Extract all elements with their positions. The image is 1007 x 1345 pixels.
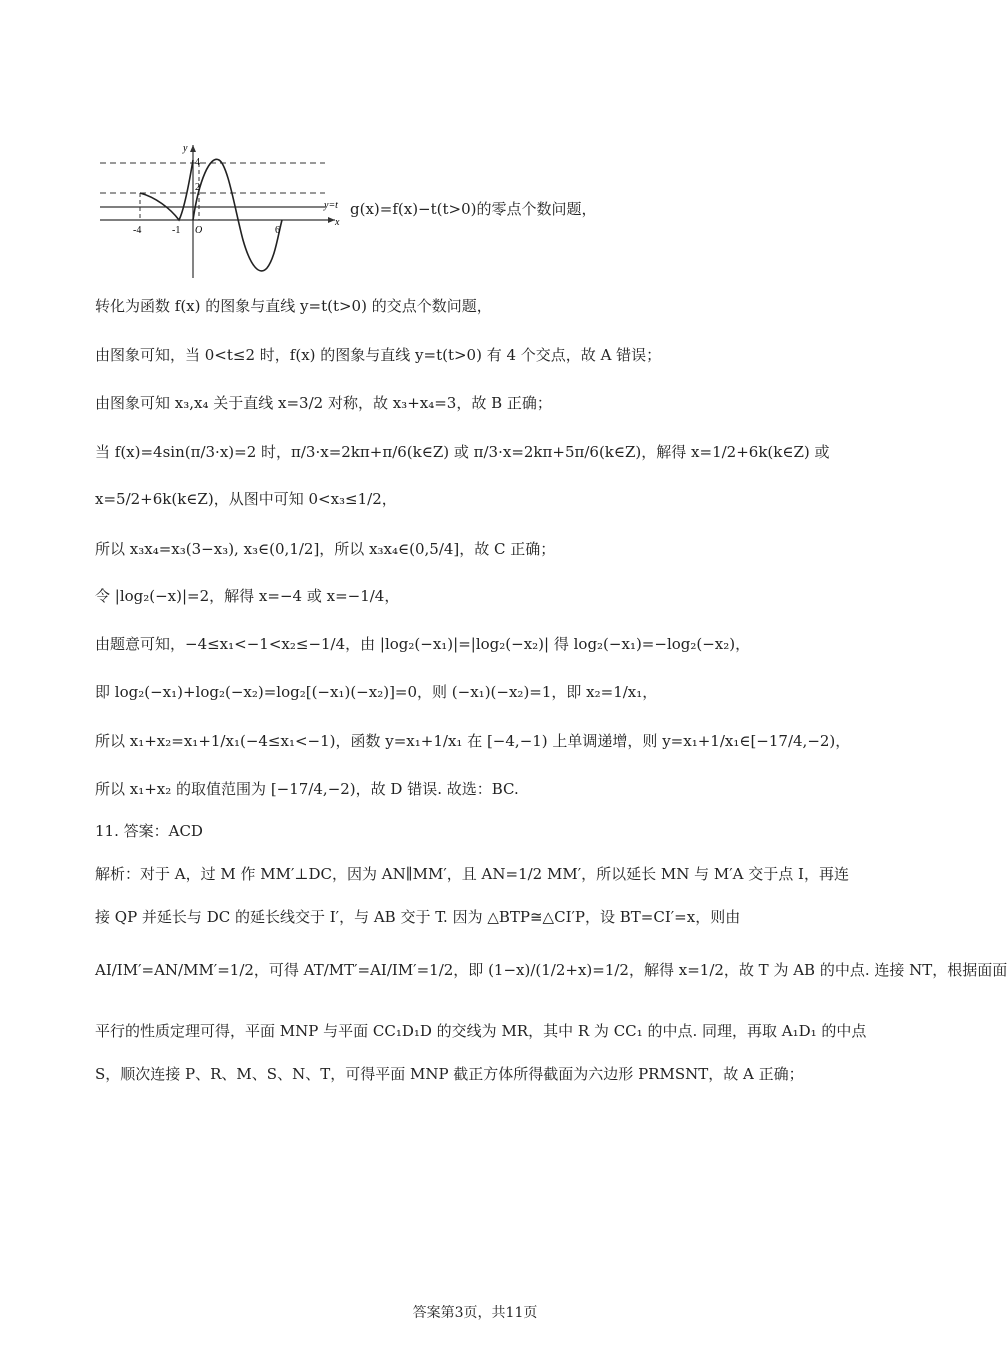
function-graph xyxy=(95,140,345,280)
text-line-16: 平行的性质定理可得，平面 MNP 与平面 CC₁D₁D 的交线为 MR，其中 R 为 CC₁ 的中点. 同理，再取 A₁D₁ 的中点 xyxy=(95,1022,867,1040)
y-axis-arrow xyxy=(190,145,196,152)
graph-caption: g(x)=f(x)−t(t>0)的零点个数问题， xyxy=(350,200,597,218)
text-line-8: 由题意可知，−4≤x₁<−1<x₂≤−1/4，由 |log₂(−x₁)|=|log₂(−x₂)| 得 log₂(−x₁)=−log₂(−x₂)， xyxy=(95,635,751,653)
label-origin: O xyxy=(195,225,203,236)
text-line-10: 所以 x₁+x₂=x₁+1/x₁(−4≤x₁<−1)，函数 y=x₁+1/x₁ 在 [−4,−1) 上单调递增，则 y=x₁+1/x₁∈[−17/4,−2)， xyxy=(95,732,851,750)
text-line-1: 转化为函数 f(x) 的图象与直线 y=t(t>0) 的交点个数问题， xyxy=(95,297,492,315)
curve-sine-part xyxy=(193,159,282,271)
text-line-15: AI/IM′=AN/MM′=1/2，可得 AT/MT′=AI/IM′=1/2，即 (1−x)/(1/2+x)=1/2，解得 x=1/2，故 T 为 AB 的中点. 连接 NT，根据面面 xyxy=(95,961,1007,979)
text-line-3: 由图象可知 x₃,x₄ 关于直线 x=3/2 对称，故 x₃+x₄=3，故 B 正确； xyxy=(95,394,552,412)
label-y-axis: y xyxy=(183,143,188,154)
text-line-9: 即 log₂(−x₁)+log₂(−x₂)=log₂[(−x₁)(−x₂)]=0，则 (−x₁)(−x₂)=1，即 x₂=1/x₁， xyxy=(95,683,658,701)
label-y-4: 4 xyxy=(195,157,200,168)
label-x-6: 6 xyxy=(275,225,280,236)
page-footer: 答案第3页，共11页 xyxy=(412,1305,538,1321)
label-x-axis: x xyxy=(335,217,340,228)
text-line-14: 接 QP 并延长与 DC 的延长线交于 I′，与 AB 交于 T. 因为 △BTP≅△CI′P，设 BT=CI′=x，则由 xyxy=(95,908,741,926)
text-line-13: 解析：对于 A，过 M 作 MM′⊥DC，因为 AN∥MM′，且 AN=1/2 MM′，所以延长 MN 与 M′A 交于点 I，再连 xyxy=(95,865,849,883)
label-y-2: 2 xyxy=(195,182,200,193)
label-y-t: y=t xyxy=(324,200,338,211)
text-line-6: 所以 x₃x₄=x₃(3−x₃), x₃∈(0,1/2]，所以 x₃x₄∈(0,5/4]，故 C 正确； xyxy=(95,540,556,558)
text-line-4: 当 f(x)=4sin(π/3·x)=2 时，π/3·x=2kπ+π/6(k∈Z) 或 π/3·x=2kπ+5π/6(k∈Z)，解得 x=1/2+6k(k∈Z) 或 xyxy=(95,443,830,461)
text-line-11: 所以 x₁+x₂ 的取值范围为 [−17/4,−2)，故 D 错误. 故选：BC. xyxy=(95,780,519,798)
text-line-2: 由图象可知，当 0<t≤2 时，f(x) 的图象与直线 y=t(t>0) 有 4 个交点，故 A 错误； xyxy=(95,346,662,364)
x-axis-arrow xyxy=(328,217,335,223)
curve-log-part xyxy=(140,160,193,220)
text-line-7: 令 |log₂(−x)|=2，解得 x=−4 或 x=−1/4， xyxy=(95,587,400,605)
answer-heading: 11. 答案：ACD xyxy=(95,822,203,840)
label-x-m4: -4 xyxy=(133,225,142,236)
text-line-17: S，顺次连接 P、R、M、S、N、T，可得平面 MNP 截正方体所得截面为六边形 PRMSNT，故 A 正确； xyxy=(95,1065,804,1083)
label-x-m1: -1 xyxy=(172,225,181,236)
text-line-5: x=5/2+6k(k∈Z)，从图中可知 0<x₃≤1/2， xyxy=(95,490,397,508)
